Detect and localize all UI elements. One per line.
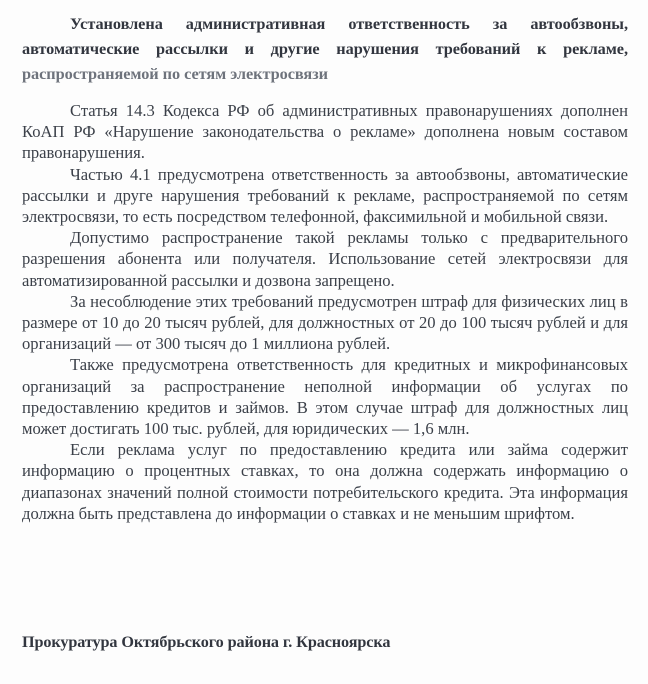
title-line-3: распространяемой по сетям электросвязи	[22, 64, 329, 83]
document-body	[22, 0, 628, 684]
paragraph-dopustimo: Допустимо распространение такой рекламы только с предварительного разрешения абонента или получателя. Использование сетей электросвязи для автоматизированной рассылки и дозвона запрещено.	[22, 228, 628, 290]
title-line-1: Установлена административная ответственность за автообзвоны,	[70, 14, 628, 33]
paragraph-statya-14-3: Статья 14.3 Кодекса РФ об административных правонарушениях дополнен КоАП РФ «Нарушение законодательства о рекламе» дополнена новым составом правонарушения.	[22, 101, 628, 163]
title-line-2: автоматические рассылки и другие нарушения требований к рекламе,	[22, 39, 628, 58]
paragraph-shtraf: За несоблюдение этих требований предусмотрен штраф для физических лиц в размере от 10 до 20 тысяч рублей, для должностных от 20 до 100 тысяч рублей и для организаций — от 300 тысяч до 1 миллиона рублей.	[22, 291, 628, 354]
signature-line: Прокуратура Октябрьского района г. Красноярска	[22, 633, 391, 651]
paragraph-kreditnye-organizacii: Также предусмотрена ответственность для кредитных и микрофинансовых организаций за распространение неполной информации об услугах по предоставлению кредитов и займов. В этом случае штраф для должностных лиц может достигать 100 тыс. рублей, для юридических — 1,6 млн.	[22, 355, 628, 439]
paragraph-procentnye-stavki: Если реклама услуг по предоставлению кредита или займа содержит информацию о процентных ставках, то она должна содержать информацию о диапазонах значений полной стоимости потребительского кредита. Эта информация должна быть представлена до информации о ставках и не меньшим шрифтом.	[22, 440, 628, 523]
page-title	[22, 0, 628, 86]
paragraph-chastyu-4-1: Частью 4.1 предусмотрена ответственность за автообзвоны, автоматические рассылки и друге нарушения требований к рекламе, распространяемой по сетям электросвязи, то есть посредством телефонной, факсимильной и мобильной связи.	[22, 164, 628, 227]
